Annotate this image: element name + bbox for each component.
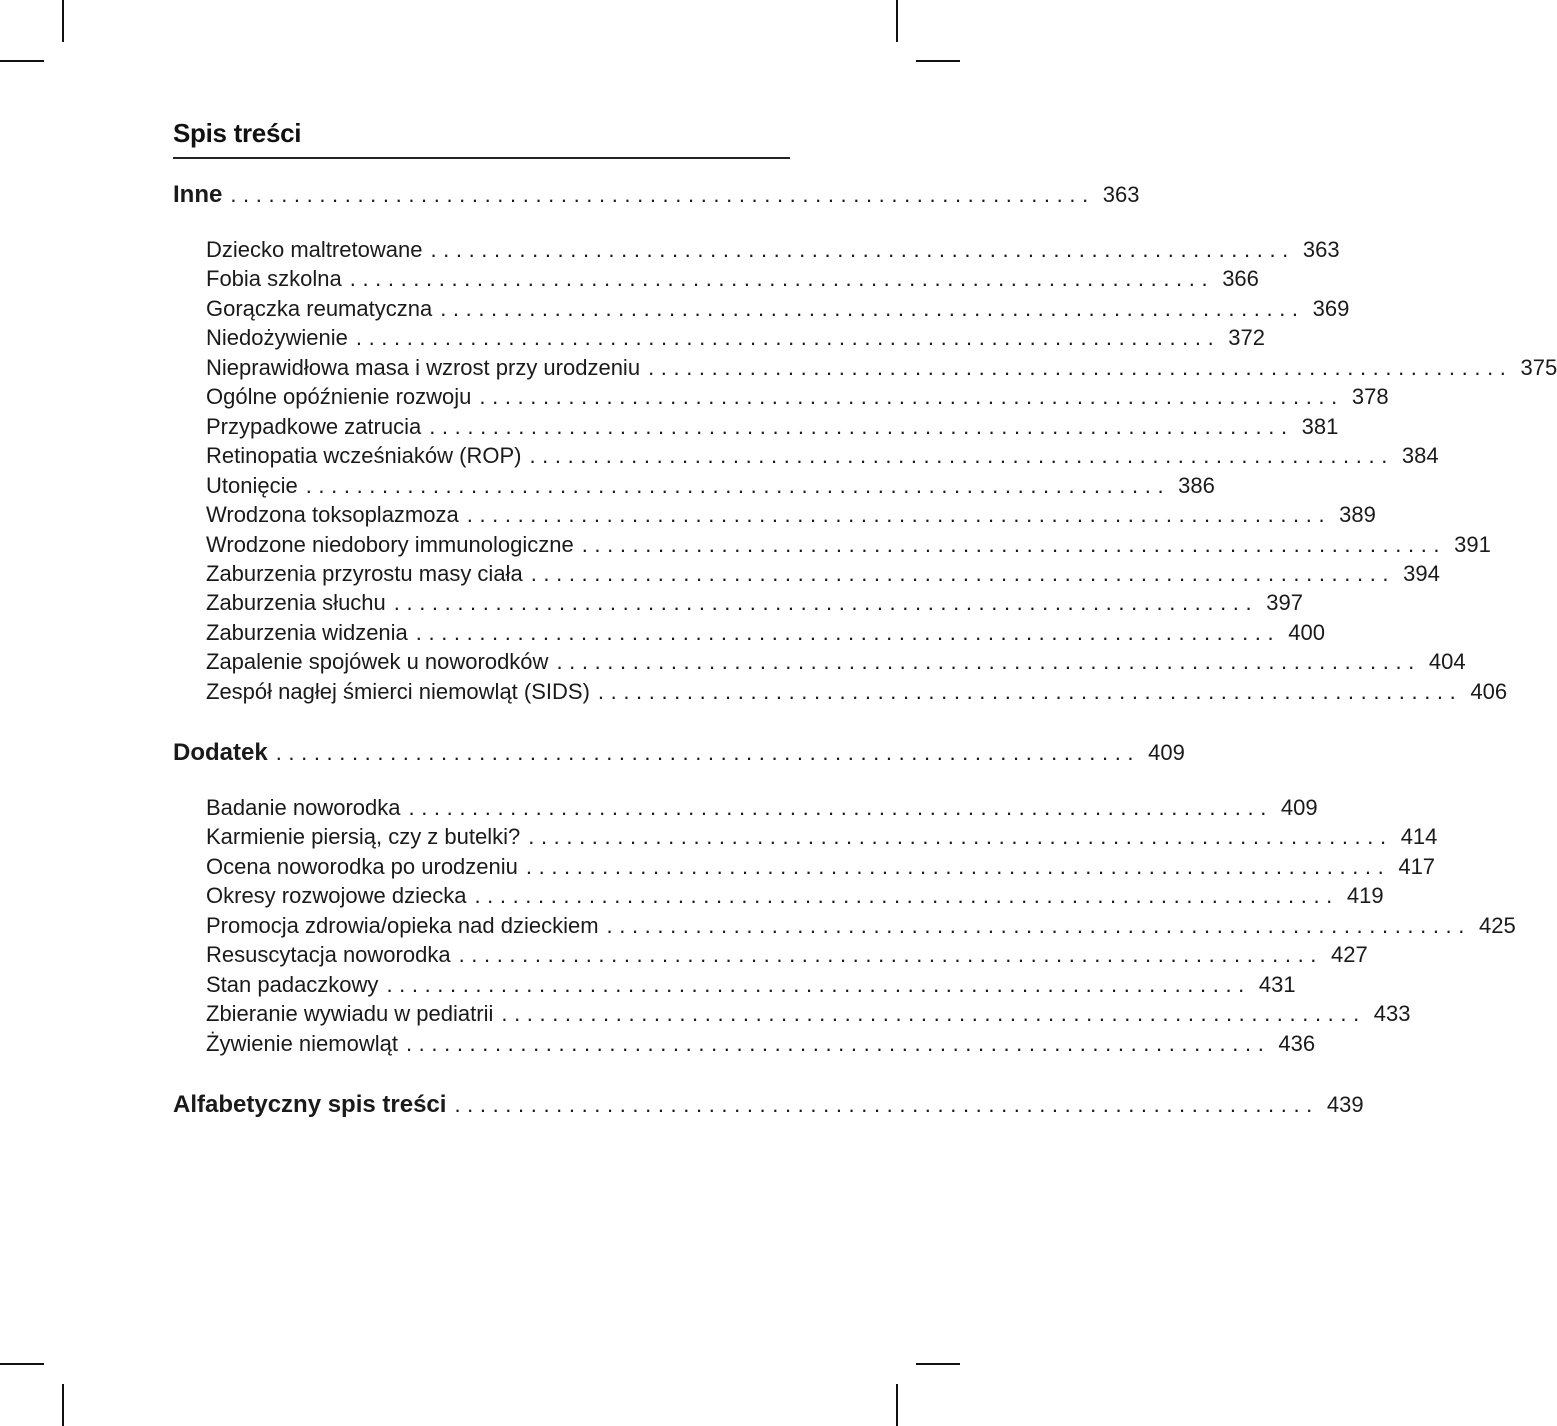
dot-leader: ....................................................................: [474, 883, 1339, 909]
dot-leader: ....................................................................: [408, 795, 1273, 820]
entry-title: Żywienie niemowląt: [206, 1030, 398, 1056]
toc-entry[interactable]: [206, 823, 1438, 851]
toc-entry[interactable]: [206, 531, 1491, 559]
dot-leader: ....................................................................: [393, 590, 1259, 616]
toc-entry[interactable]: [206, 794, 1318, 822]
dot-leader: ....................................................................: [501, 1001, 1366, 1027]
toc-entry[interactable]: [206, 619, 1325, 647]
entry-title: Utonięcie: [206, 472, 298, 498]
entry-title: Zaburzenia widzenia: [206, 619, 408, 645]
entry-title: Ogólne opóźnienie rozwoju: [206, 384, 472, 410]
entry-title: Okresy rozwojowe dziecka: [206, 883, 467, 909]
entry-title: Zapalenie spojówek u noworodków: [206, 649, 549, 675]
toc-section[interactable]: [173, 1091, 1364, 1119]
entry-title: Badanie noworodka: [206, 795, 401, 820]
toc-entry[interactable]: [206, 560, 1440, 588]
entry-title: Dziecko maltretowane: [206, 237, 423, 262]
toc-entry[interactable]: [206, 324, 1266, 352]
page-number: 409: [1280, 795, 1318, 820]
entry-title: Nieprawidłowa masa i wzrost przy urodzeniu: [206, 354, 641, 380]
page-number: 366: [1222, 266, 1259, 292]
page-number: 425: [1478, 912, 1516, 938]
entry-title: Retinopatia wcześniaków (ROP): [206, 443, 522, 469]
entry-title: Zbieranie wywiadu w pediatrii: [206, 1001, 494, 1027]
entry-title: Wrodzone niedobory immunologiczne: [206, 531, 574, 557]
entry-title: Karmienie piersią, czy z butelki?: [206, 824, 521, 850]
page-number: 427: [1331, 942, 1368, 968]
crop-mark: [62, 0, 64, 42]
page-number: 384: [1401, 443, 1439, 469]
entry-title: Przypadkowe zatrucia: [206, 413, 422, 439]
page-number: 369: [1312, 295, 1350, 321]
toc-entry[interactable]: [206, 1030, 1316, 1058]
page-number: 419: [1346, 883, 1384, 909]
dot-leader: ....................................................................: [430, 237, 1295, 262]
toc-entry[interactable]: [206, 265, 1259, 293]
page-number: 397: [1266, 590, 1303, 616]
dot-leader: ....................................................................: [525, 853, 1391, 879]
page-number: 363: [1102, 182, 1140, 207]
page-number: 386: [1178, 472, 1215, 498]
dot-leader: ....................................................................: [429, 413, 1294, 439]
entry-title: Niedożywienie: [206, 325, 348, 351]
crop-mark: [916, 1363, 960, 1365]
section-title: Alfabetyczny spis treści: [173, 1091, 447, 1118]
page-number: 431: [1258, 971, 1296, 997]
entry-title: Gorączka reumatyczna: [206, 295, 433, 321]
crop-mark: [0, 60, 44, 62]
page-number: 378: [1351, 384, 1389, 410]
page-number: 363: [1302, 237, 1340, 262]
toc-section[interactable]: [173, 181, 1140, 209]
page-number: 409: [1148, 740, 1185, 765]
dot-leader: ....................................................................: [530, 560, 1396, 586]
section-title: Inne: [173, 181, 223, 208]
page-number: 433: [1373, 1001, 1411, 1027]
page-number: 394: [1403, 560, 1440, 586]
dot-leader: ....................................................................: [581, 531, 1447, 557]
toc-entry[interactable]: [206, 295, 1350, 323]
dot-leader: ....................................................................: [454, 1092, 1319, 1117]
toc-entry[interactable]: [206, 648, 1466, 676]
entry-title: Zespół nagłej śmierci niemowląt (SIDS): [206, 678, 590, 704]
entry-title: Ocena noworodka po urodzeniu: [206, 853, 518, 879]
toc-entry[interactable]: [206, 383, 1389, 411]
dot-leader: ....................................................................: [305, 472, 1171, 498]
dot-leader: ....................................................................: [405, 1030, 1271, 1056]
toc-section[interactable]: [173, 739, 1185, 767]
page-number: 406: [1470, 678, 1508, 704]
toc-entry[interactable]: [206, 678, 1508, 706]
page-number: 436: [1278, 1030, 1316, 1056]
page-number: 389: [1339, 502, 1376, 528]
title-rule: [173, 157, 790, 159]
crop-mark: [896, 0, 898, 42]
toc-entry[interactable]: [206, 589, 1303, 617]
page-number: 404: [1428, 649, 1466, 675]
dot-leader: ....................................................................: [597, 678, 1463, 704]
dot-leader: ....................................................................: [349, 266, 1215, 292]
page-number: 439: [1326, 1092, 1364, 1117]
toc-entry[interactable]: [206, 971, 1296, 999]
dot-leader: ....................................................................: [606, 912, 1471, 938]
page-number: 414: [1400, 824, 1438, 850]
page-number: 372: [1228, 325, 1266, 351]
crop-mark: [916, 60, 960, 62]
dot-leader: ....................................................................: [556, 649, 1421, 675]
entry-title: Wrodzona toksoplazmoza: [206, 502, 459, 528]
dot-leader: ....................................................................: [466, 502, 1332, 528]
toc-entry[interactable]: [206, 354, 1557, 382]
entry-title: Promocja zdrowia/opieka nad dzieckiem: [206, 912, 599, 938]
page-title: Spis treści: [173, 118, 302, 148]
toc-entry[interactable]: [206, 941, 1368, 969]
toc-entry[interactable]: [206, 442, 1439, 470]
toc-entry[interactable]: [206, 501, 1376, 529]
toc-entry[interactable]: [206, 853, 1436, 881]
entry-title: Resuscytacja noworodka: [206, 942, 451, 968]
dot-leader: ....................................................................: [355, 325, 1221, 351]
crop-mark: [62, 1384, 64, 1426]
dot-leader: ....................................................................: [458, 942, 1324, 968]
dot-leader: ....................................................................: [415, 619, 1281, 645]
dot-leader: ....................................................................: [440, 295, 1305, 321]
entry-title: Zaburzenia słuchu: [206, 590, 386, 616]
toc-entry[interactable]: [206, 236, 1340, 264]
entry-title: Stan padaczkowy: [206, 971, 379, 997]
crop-mark: [0, 1363, 44, 1365]
toc-entry[interactable]: [206, 912, 1516, 940]
page-number: 381: [1301, 413, 1339, 439]
page-number: 375: [1520, 354, 1557, 380]
section-title: Dodatek: [173, 739, 268, 766]
dot-leader: ....................................................................: [528, 824, 1393, 850]
toc-entry[interactable]: [206, 472, 1215, 500]
dot-leader: ....................................................................: [275, 740, 1141, 765]
page-number: 400: [1288, 619, 1325, 645]
dot-leader: ....................................................................: [648, 354, 1513, 380]
crop-mark: [896, 1384, 898, 1426]
dot-leader: ....................................................................: [230, 182, 1095, 207]
dot-leader: ....................................................................: [479, 384, 1344, 410]
toc-entry[interactable]: [206, 882, 1384, 910]
toc-entry[interactable]: [206, 1000, 1411, 1028]
entry-title: Zaburzenia przyrostu masy ciała: [206, 560, 523, 586]
page-number: 391: [1454, 531, 1491, 557]
toc-entry[interactable]: [206, 413, 1339, 441]
dot-leader: ....................................................................: [386, 971, 1251, 997]
entry-title: Fobia szkolna: [206, 266, 342, 292]
dot-leader: ....................................................................: [529, 443, 1394, 469]
page-number: 417: [1398, 853, 1436, 879]
